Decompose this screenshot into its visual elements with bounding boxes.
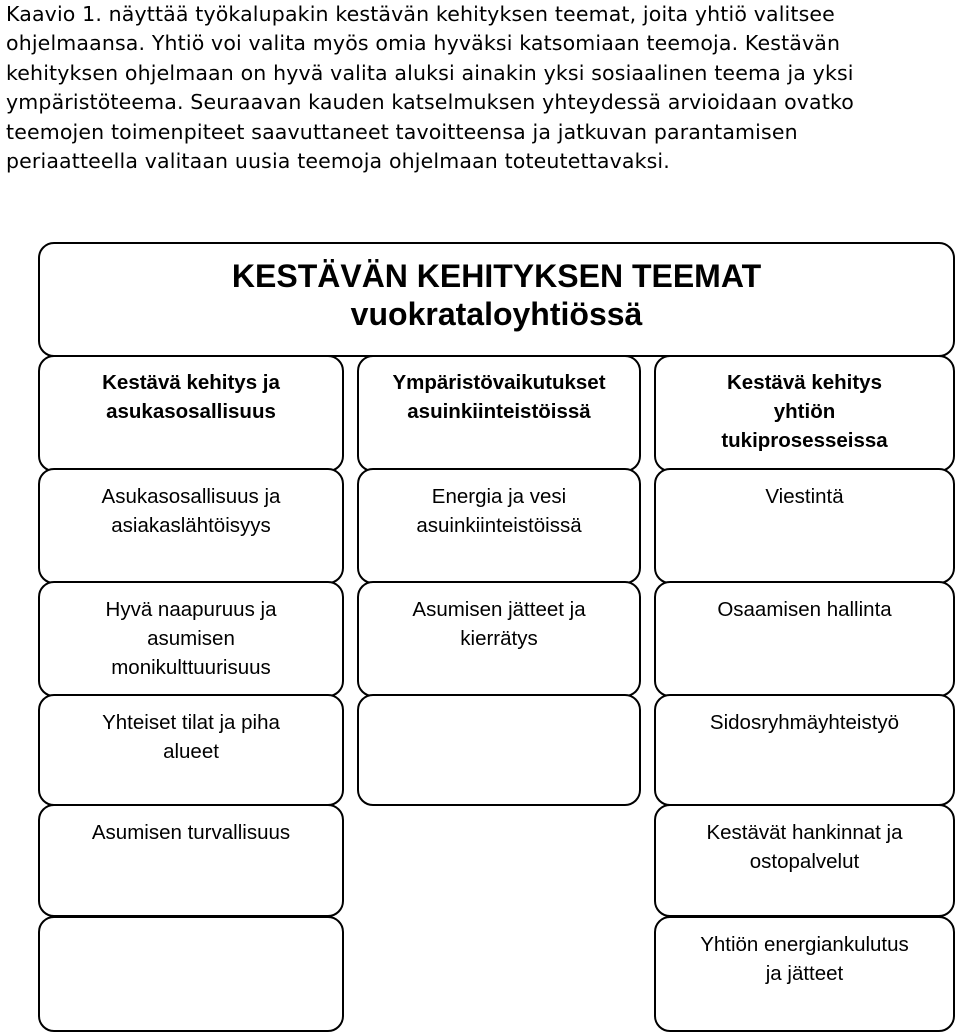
theme-box: Osaamisen hallinta <box>654 581 955 697</box>
empty-theme-box <box>38 916 344 1032</box>
diagram-title-box <box>38 242 955 357</box>
theme-box: Kestävät hankinnat ja ostopalvelut <box>654 804 955 917</box>
intro-line: periaatteella valitaan uusia teemoja ohjelmaan toteutettavaksi. <box>6 149 670 174</box>
intro-line: teemojen toimenpiteet saavuttaneet tavoitteensa ja jatkuvan parantamisen <box>6 119 798 144</box>
theme-box: Asumisen jätteet ja kierrätys <box>357 581 641 697</box>
theme-box: Viestintä <box>654 468 955 584</box>
theme-box: Hyvä naapuruus ja asumisen monikulttuurisuus <box>38 581 344 697</box>
theme-box: Energia ja vesi asuinkiinteistöissä <box>357 468 641 584</box>
intro-line: ohjelmaansa. Yhtiö voi valita myös omia hyväksi katsomiaan teemoja. Kestävän <box>6 31 841 56</box>
diagram-title: KESTÄVÄN KEHITYKSEN TEEMAT <box>231 258 762 294</box>
theme-box: Asumisen turvallisuus <box>38 804 344 917</box>
intro-line: Kaavio 1. näyttää työkalupakin kestävän kehityksen teemat, joita yhtiö valitsee <box>6 2 835 26</box>
column-header-support-processes: Kestävä kehitys yhtiön tukiprosesseissa <box>654 355 955 472</box>
column-header-environment: Ympäristövaikutukset asuinkiinteistöissä <box>357 355 641 472</box>
theme-box: Sidosryhmäyhteistyö <box>654 694 955 806</box>
empty-theme-box <box>357 694 641 806</box>
theme-box: Yhtiön energiankulutus ja jätteet <box>654 916 955 1032</box>
diagram-subtitle: vuokrataloyhtiössä <box>350 296 643 332</box>
intro-line: ympäristöteema. Seuraavan kauden katselmuksen yhteydessä arvioidaan ovatko <box>6 90 854 115</box>
intro-line: kehityksen ohjelmaan on hyvä valita aluksi ainakin yksi sosiaalinen teema ja yksi <box>6 60 854 85</box>
intro-paragraph <box>6 0 956 176</box>
column-header-social: Kestävä kehitys ja asukasosallisuus <box>38 355 344 472</box>
theme-box: Asukasosallisuus ja asiakaslähtöisyys <box>38 468 344 584</box>
theme-box: Yhteiset tilat ja piha alueet <box>38 694 344 806</box>
